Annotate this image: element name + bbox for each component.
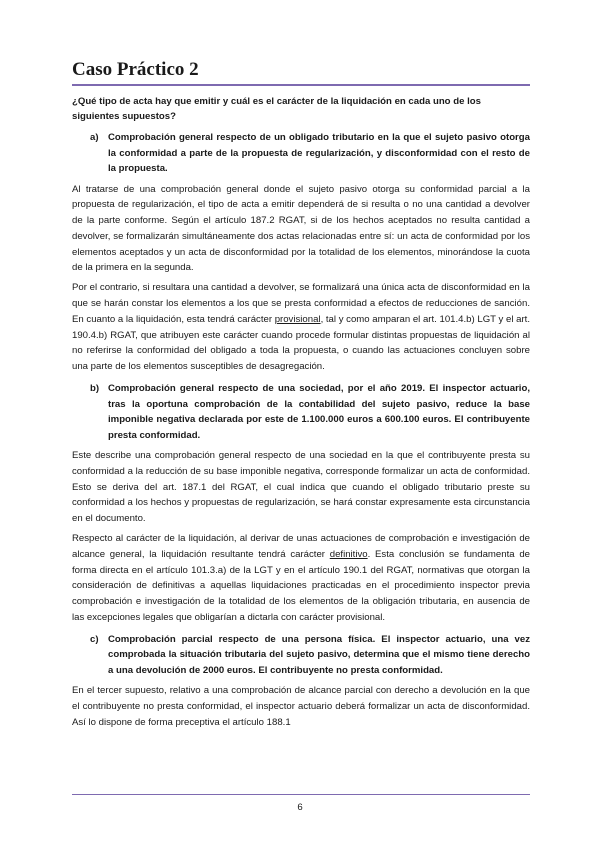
underlined-term: provisional	[274, 313, 321, 325]
paragraph-text: Respecto al carácter de la liquidación, al derivar de unas actuaciones de comprobación e investigación de alcance general, la liquidación resultante tendrá carácter	[72, 533, 530, 560]
paragraph-text: . Esta conclusión se fundamenta de forma directa en el artículo 101.3.a) de la LGT y en el artículo 190.1 del RGAT, normativas que otorgan la consideración de definitivas a aquellas liquidaciones practicadas en el procedimiento inspector previa comprobación e investigación de la totalidad de los elementos de la obligación tributaria, en ausencia de las excepciones legales que obligarían a dictarla con carácter provisional.	[72, 548, 530, 624]
answer-paragraph: Este describe una comprobación general respecto de una sociedad en la que el contribuyente presta su conformidad a la reducción de su base imponible negativa, corresponde formalizar un acta de conformidad. Esto se deriva del art. 187.1 del RGAT, el cual indica que cuando el obligado tributario preste su conformidad a los hechos y propuestas de regularización, se hará constar expresamente esta circunstancia en el documento.	[72, 450, 530, 525]
paragraph-text: Por el contrario, si resultara una cantidad a devolver, se formalizará una única acta de disconformidad en la que se harán constar los elementos a los que se presta conformidad a efectos de reducciones de sanción. En cuanto a la liquidación, esta tendrá carácter	[72, 282, 530, 325]
footer-divider	[72, 794, 530, 795]
page-title: Caso Práctico 2	[72, 59, 199, 80]
answer-paragraph: Al tratarse de una comprobación general donde el sujeto pasivo otorga su conformidad parcial a la propuesta de regularización, el tipo de acta a emitir dependerá de si resulta o no una cantidad a devolver de la parte conforme. Según el artículo 187.2 RGAT, si de los hechos aceptados no resulta cantidad a devolver, se formalizarán simultáneamente dos actas relacionadas entre sí: un acta de conformidad por los elementos aceptados y un acta de disconformidad por la totalidad de los elementos, minorándose la cuota de la primera en la segunda.	[72, 183, 530, 274]
case-item-label: b)	[90, 383, 100, 395]
question-text: ¿Qué tipo de acta hay que emitir y cuál es el carácter de la liquidación en cada uno de los siguientes supuestos?	[72, 96, 481, 122]
paragraph-text: , tal y como amparan el art. 101.4.b) LGT y el art. 190.4.b) RGAT, que atribuyen este carácter cuando procede formular distintas propuestas de liquidación al no referirse la conformidad del obligado a toda la propuesta, o cuando las actuaciones concluyen sobre una parte de los elementos susceptibles de desagregación.	[72, 313, 530, 373]
case-item-text: Comprobación general respecto de una sociedad, por el año 2019. El inspector actuario, tras la oportuna comprobación de la contabilidad del sujeto pasivo, reduce la base imponible negativa declarada por este de 1.100.000 euros a 600.100 euros. El contribuyente presta conformidad.	[108, 383, 530, 441]
page-number: 6	[297, 802, 303, 813]
answer-paragraph	[72, 280, 530, 375]
case-item-label: a)	[90, 132, 99, 143]
case-item-text: Comprobación parcial respecto de una persona física. El inspector actuario, una vez comprobada la situación tributaria del sujeto pasivo, determina que el mismo tiene derecho a una devolución de 2000 euros. El contribuyente no presta conformidad.	[108, 633, 530, 676]
underlined-term: definitivo	[329, 548, 368, 560]
answer-paragraph: En el tercer supuesto, relativo a una comprobación de alcance parcial con derecho a devolución en la que el contribuyente no presta conformidad, el inspector actuario deberá formalizar un acta de disconformidad. Así lo dispone de forma preceptiva el artículo 188.1	[72, 685, 530, 728]
case-item-b	[90, 381, 530, 443]
case-item-label: c)	[90, 633, 99, 645]
case-item-c	[90, 632, 530, 679]
case-item-text: Comprobación general respecto de un obligado tributario en la que el sujeto pasivo otorga la conformidad a parte de la propuesta de regularización, y disconformidad con el resto de la propuesta.	[108, 132, 530, 174]
answer-paragraph	[72, 531, 530, 626]
title-divider	[72, 84, 530, 86]
document-page	[72, 58, 530, 735]
case-item-a	[90, 130, 530, 177]
